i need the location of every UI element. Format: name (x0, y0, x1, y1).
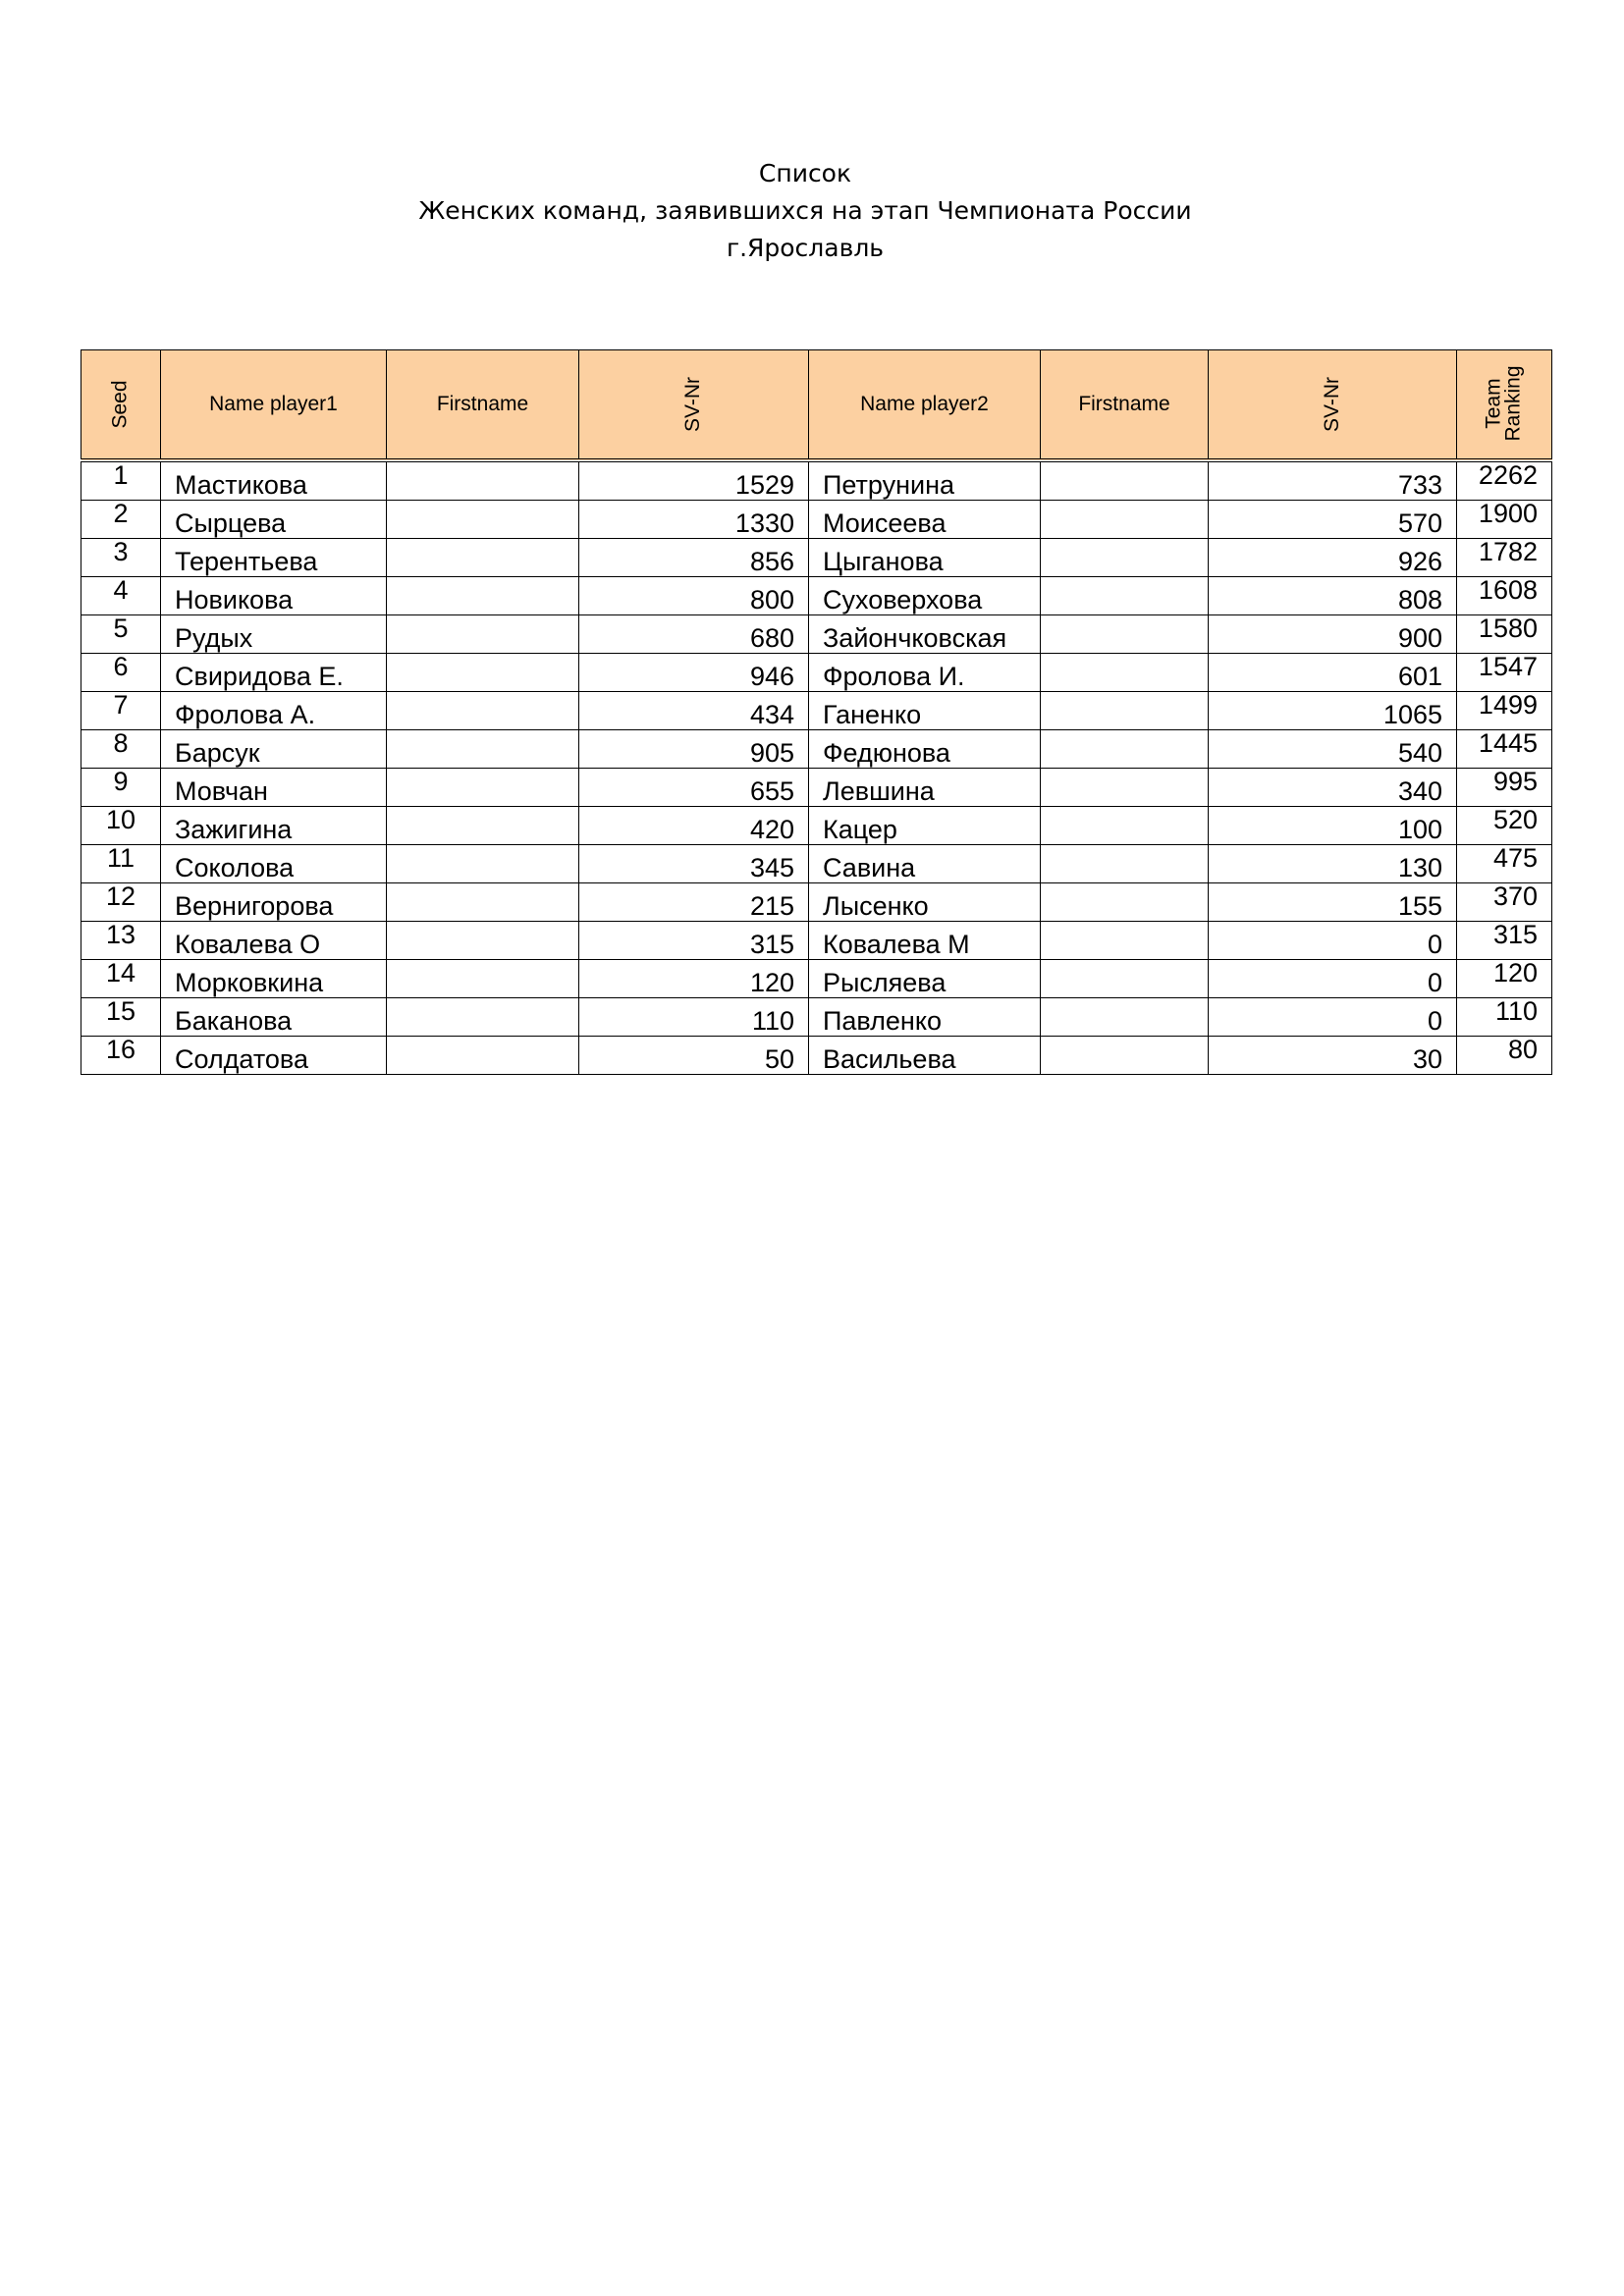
title-line-3: г.Ярославль (726, 234, 885, 262)
player1-firstname-cell (387, 960, 579, 998)
player1-firstname-cell (387, 539, 579, 577)
seed-cell: 2 (81, 501, 161, 539)
header-name-player2: Name player2 (809, 350, 1041, 461)
seed-cell: 12 (81, 883, 161, 922)
player1-firstname-cell (387, 577, 579, 615)
seed-cell: 7 (81, 692, 161, 730)
player1-firstname-cell (387, 769, 579, 807)
player1-sv-nr-cell: 434 (579, 692, 809, 730)
team-ranking-cell: 520 (1457, 807, 1552, 845)
player1-name-cell: Солдатова (161, 1037, 387, 1075)
table-row (81, 577, 1552, 615)
player1-firstname-cell (387, 730, 579, 769)
player1-name-cell: Фролова А. (161, 692, 387, 730)
player2-firstname-cell (1041, 654, 1209, 692)
seed-cell: 5 (81, 615, 161, 654)
player1-firstname-cell (387, 922, 579, 960)
title-line-2: Женских команд, заявившихся на этап Чемпионата России (418, 196, 1192, 225)
team-ranking-cell: 475 (1457, 845, 1552, 883)
header-firstname-1: Firstname (387, 350, 579, 461)
table-row (81, 460, 1552, 501)
player1-firstname-cell (387, 1037, 579, 1075)
player2-name-cell: Павленко (809, 998, 1041, 1037)
title-line-1: Список (758, 159, 852, 187)
seed-cell: 11 (81, 845, 161, 883)
seed-cell: 4 (81, 577, 161, 615)
player2-firstname-cell (1041, 1037, 1209, 1075)
player2-name-cell: Кацер (809, 807, 1041, 845)
player1-firstname-cell (387, 845, 579, 883)
team-ranking-cell: 1782 (1457, 539, 1552, 577)
player2-firstname-cell (1041, 769, 1209, 807)
table-header-row (81, 350, 1552, 461)
player1-sv-nr-cell: 1330 (579, 501, 809, 539)
team-ranking-cell: 370 (1457, 883, 1552, 922)
player2-name-cell: Ганенко (809, 692, 1041, 730)
player2-name-cell: Васильева (809, 1037, 1041, 1075)
teams-table (81, 349, 1552, 1075)
table-row (81, 998, 1552, 1037)
player2-name-cell: Петрунина (809, 460, 1041, 501)
player1-sv-nr-cell: 680 (579, 615, 809, 654)
table-row (81, 883, 1552, 922)
player2-sv-nr-cell: 340 (1209, 769, 1457, 807)
team-ranking-cell: 80 (1457, 1037, 1552, 1075)
table-row (81, 615, 1552, 654)
document-title (0, 155, 1610, 267)
team-ranking-cell: 315 (1457, 922, 1552, 960)
player1-sv-nr-cell: 905 (579, 730, 809, 769)
player1-name-cell: Соколова (161, 845, 387, 883)
player1-name-cell: Морковкина (161, 960, 387, 998)
player1-sv-nr-cell: 655 (579, 769, 809, 807)
player2-firstname-cell (1041, 998, 1209, 1037)
player1-sv-nr-cell: 856 (579, 539, 809, 577)
player2-sv-nr-cell: 155 (1209, 883, 1457, 922)
player1-firstname-cell (387, 692, 579, 730)
seed-cell: 10 (81, 807, 161, 845)
player1-firstname-cell (387, 460, 579, 501)
player2-name-cell: Ковалева М (809, 922, 1041, 960)
player2-firstname-cell (1041, 883, 1209, 922)
table-row (81, 960, 1552, 998)
player2-firstname-cell (1041, 922, 1209, 960)
player1-name-cell: Сырцева (161, 501, 387, 539)
team-ranking-cell: 1445 (1457, 730, 1552, 769)
table-row (81, 922, 1552, 960)
player1-firstname-cell (387, 615, 579, 654)
player1-firstname-cell (387, 654, 579, 692)
player2-name-cell: Рысляева (809, 960, 1041, 998)
team-ranking-cell: 1580 (1457, 615, 1552, 654)
header-name-player1: Name player1 (161, 350, 387, 461)
player2-sv-nr-cell: 733 (1209, 460, 1457, 501)
player1-name-cell: Ковалева О (161, 922, 387, 960)
player2-firstname-cell (1041, 730, 1209, 769)
table-row (81, 845, 1552, 883)
player1-sv-nr-cell: 345 (579, 845, 809, 883)
player2-name-cell: Левшина (809, 769, 1041, 807)
player1-firstname-cell (387, 998, 579, 1037)
seed-cell: 14 (81, 960, 161, 998)
table-row (81, 807, 1552, 845)
team-ranking-cell: 1499 (1457, 692, 1552, 730)
header-team-ranking: Team Ranking (1457, 350, 1552, 461)
player2-sv-nr-cell: 601 (1209, 654, 1457, 692)
seed-cell: 1 (81, 460, 161, 501)
player2-sv-nr-cell: 0 (1209, 998, 1457, 1037)
player2-name-cell: Цыганова (809, 539, 1041, 577)
header-seed: Seed (81, 350, 161, 461)
player1-name-cell: Барсук (161, 730, 387, 769)
table-row (81, 692, 1552, 730)
seed-cell: 13 (81, 922, 161, 960)
player2-sv-nr-cell: 926 (1209, 539, 1457, 577)
player2-sv-nr-cell: 30 (1209, 1037, 1457, 1075)
player1-name-cell: Терентьева (161, 539, 387, 577)
player1-name-cell: Мастикова (161, 460, 387, 501)
player2-name-cell: Лысенко (809, 883, 1041, 922)
player2-firstname-cell (1041, 615, 1209, 654)
player2-sv-nr-cell: 540 (1209, 730, 1457, 769)
seed-cell: 3 (81, 539, 161, 577)
player1-sv-nr-cell: 420 (579, 807, 809, 845)
table-row (81, 539, 1552, 577)
player2-sv-nr-cell: 0 (1209, 922, 1457, 960)
table-row (81, 1037, 1552, 1075)
player2-firstname-cell (1041, 807, 1209, 845)
header-sv-nr-1: SV-Nr (579, 350, 809, 461)
header-sv-nr-2: SV-Nr (1209, 350, 1457, 461)
player2-firstname-cell (1041, 539, 1209, 577)
player1-name-cell: Баканова (161, 998, 387, 1037)
team-ranking-cell: 110 (1457, 998, 1552, 1037)
player1-firstname-cell (387, 501, 579, 539)
table-row (81, 730, 1552, 769)
player2-name-cell: Моисеева (809, 501, 1041, 539)
player2-sv-nr-cell: 900 (1209, 615, 1457, 654)
player1-name-cell: Новикова (161, 577, 387, 615)
seed-cell: 16 (81, 1037, 161, 1075)
player1-sv-nr-cell: 946 (579, 654, 809, 692)
team-ranking-cell: 1547 (1457, 654, 1552, 692)
player2-firstname-cell (1041, 577, 1209, 615)
player1-name-cell: Зажигина (161, 807, 387, 845)
player2-firstname-cell (1041, 460, 1209, 501)
player2-firstname-cell (1041, 845, 1209, 883)
team-ranking-cell: 120 (1457, 960, 1552, 998)
seed-cell: 8 (81, 730, 161, 769)
player2-firstname-cell (1041, 501, 1209, 539)
header-firstname-2: Firstname (1041, 350, 1209, 461)
player2-sv-nr-cell: 570 (1209, 501, 1457, 539)
player1-sv-nr-cell: 315 (579, 922, 809, 960)
player1-sv-nr-cell: 800 (579, 577, 809, 615)
player2-sv-nr-cell: 1065 (1209, 692, 1457, 730)
player1-name-cell: Вернигорова (161, 883, 387, 922)
player1-name-cell: Свиридова Е. (161, 654, 387, 692)
player1-name-cell: Мовчан (161, 769, 387, 807)
player2-sv-nr-cell: 0 (1209, 960, 1457, 998)
team-ranking-cell: 1900 (1457, 501, 1552, 539)
player1-sv-nr-cell: 110 (579, 998, 809, 1037)
team-ranking-cell: 995 (1457, 769, 1552, 807)
team-ranking-cell: 1608 (1457, 577, 1552, 615)
player1-firstname-cell (387, 883, 579, 922)
team-ranking-cell: 2262 (1457, 460, 1552, 501)
player2-name-cell: Фролова И. (809, 654, 1041, 692)
player2-sv-nr-cell: 100 (1209, 807, 1457, 845)
player2-sv-nr-cell: 130 (1209, 845, 1457, 883)
player1-firstname-cell (387, 807, 579, 845)
table-row (81, 501, 1552, 539)
seed-cell: 6 (81, 654, 161, 692)
player1-sv-nr-cell: 50 (579, 1037, 809, 1075)
player2-name-cell: Савина (809, 845, 1041, 883)
player1-sv-nr-cell: 1529 (579, 460, 809, 501)
player1-sv-nr-cell: 120 (579, 960, 809, 998)
table-row (81, 769, 1552, 807)
player2-firstname-cell (1041, 960, 1209, 998)
seed-cell: 9 (81, 769, 161, 807)
player1-sv-nr-cell: 215 (579, 883, 809, 922)
player2-sv-nr-cell: 808 (1209, 577, 1457, 615)
player2-firstname-cell (1041, 692, 1209, 730)
player2-name-cell: Суховерхова (809, 577, 1041, 615)
player2-name-cell: Федюнова (809, 730, 1041, 769)
seed-cell: 15 (81, 998, 161, 1037)
player1-name-cell: Рудых (161, 615, 387, 654)
table-row (81, 654, 1552, 692)
player2-name-cell: Зайончковская (809, 615, 1041, 654)
